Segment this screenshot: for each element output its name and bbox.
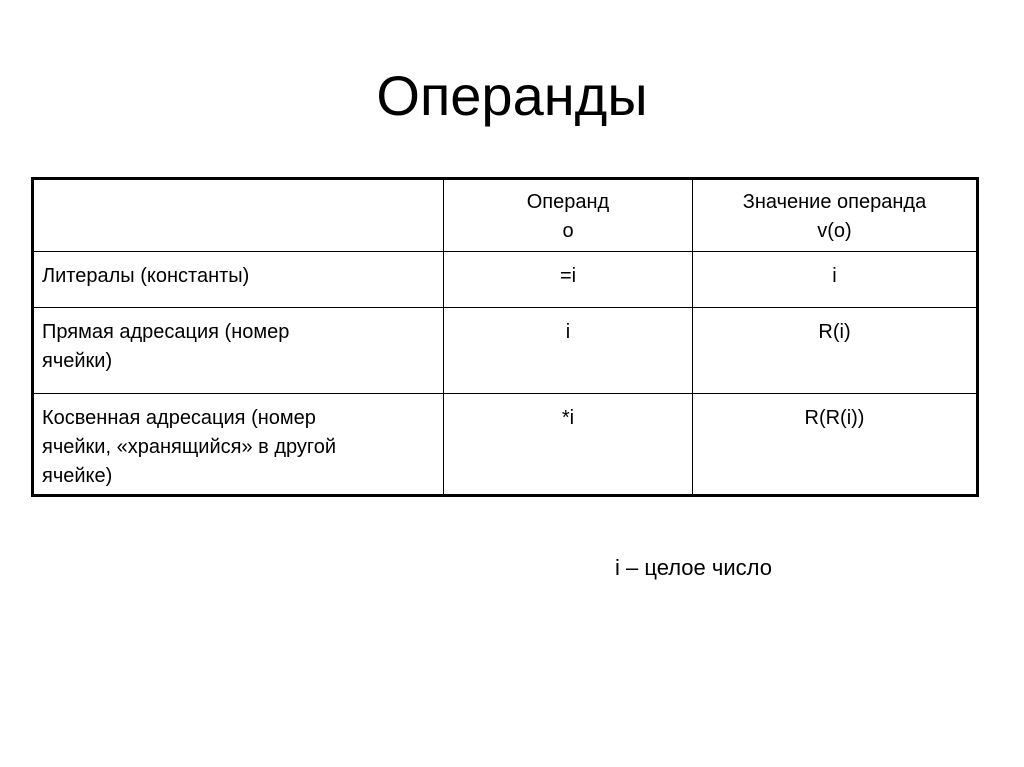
row-operand: i xyxy=(444,308,693,394)
table-header-row xyxy=(33,179,978,252)
row-value: i xyxy=(693,252,978,308)
table-row-literals xyxy=(33,252,978,308)
row-operand: =i xyxy=(444,252,693,308)
header-operand-symbol: o xyxy=(562,220,574,242)
row-operand: *i xyxy=(444,394,693,496)
header-cell-value xyxy=(693,179,978,252)
footnote: i – целое число xyxy=(615,555,772,580)
header-cell-operand xyxy=(444,179,693,252)
row-label-line: ячейки, «хранящийся» в другой xyxy=(42,436,337,458)
table-row-indirect-addressing xyxy=(33,394,978,496)
header-value-symbol: v(o) xyxy=(817,220,852,242)
header-value-label: Значение операнда xyxy=(742,191,927,213)
row-label xyxy=(33,252,444,308)
row-label-line: ячейке) xyxy=(42,465,113,487)
row-value: R(R(i)) xyxy=(693,394,978,496)
row-label-line: Прямая адресация (номер xyxy=(42,321,290,343)
slide-title: Операнды xyxy=(376,64,648,127)
operands-table xyxy=(31,177,979,497)
row-label xyxy=(33,308,444,394)
row-label-line: Косвенная адресация (номер xyxy=(42,407,316,429)
row-label-line: ячейки) xyxy=(42,350,113,372)
table-row-direct-addressing xyxy=(33,308,978,394)
row-value: R(i) xyxy=(693,308,978,394)
header-cell-empty xyxy=(33,179,444,252)
row-label-line: Литералы (константы) xyxy=(42,265,250,287)
header-operand-label: Операнд xyxy=(526,191,610,213)
row-label xyxy=(33,394,444,496)
